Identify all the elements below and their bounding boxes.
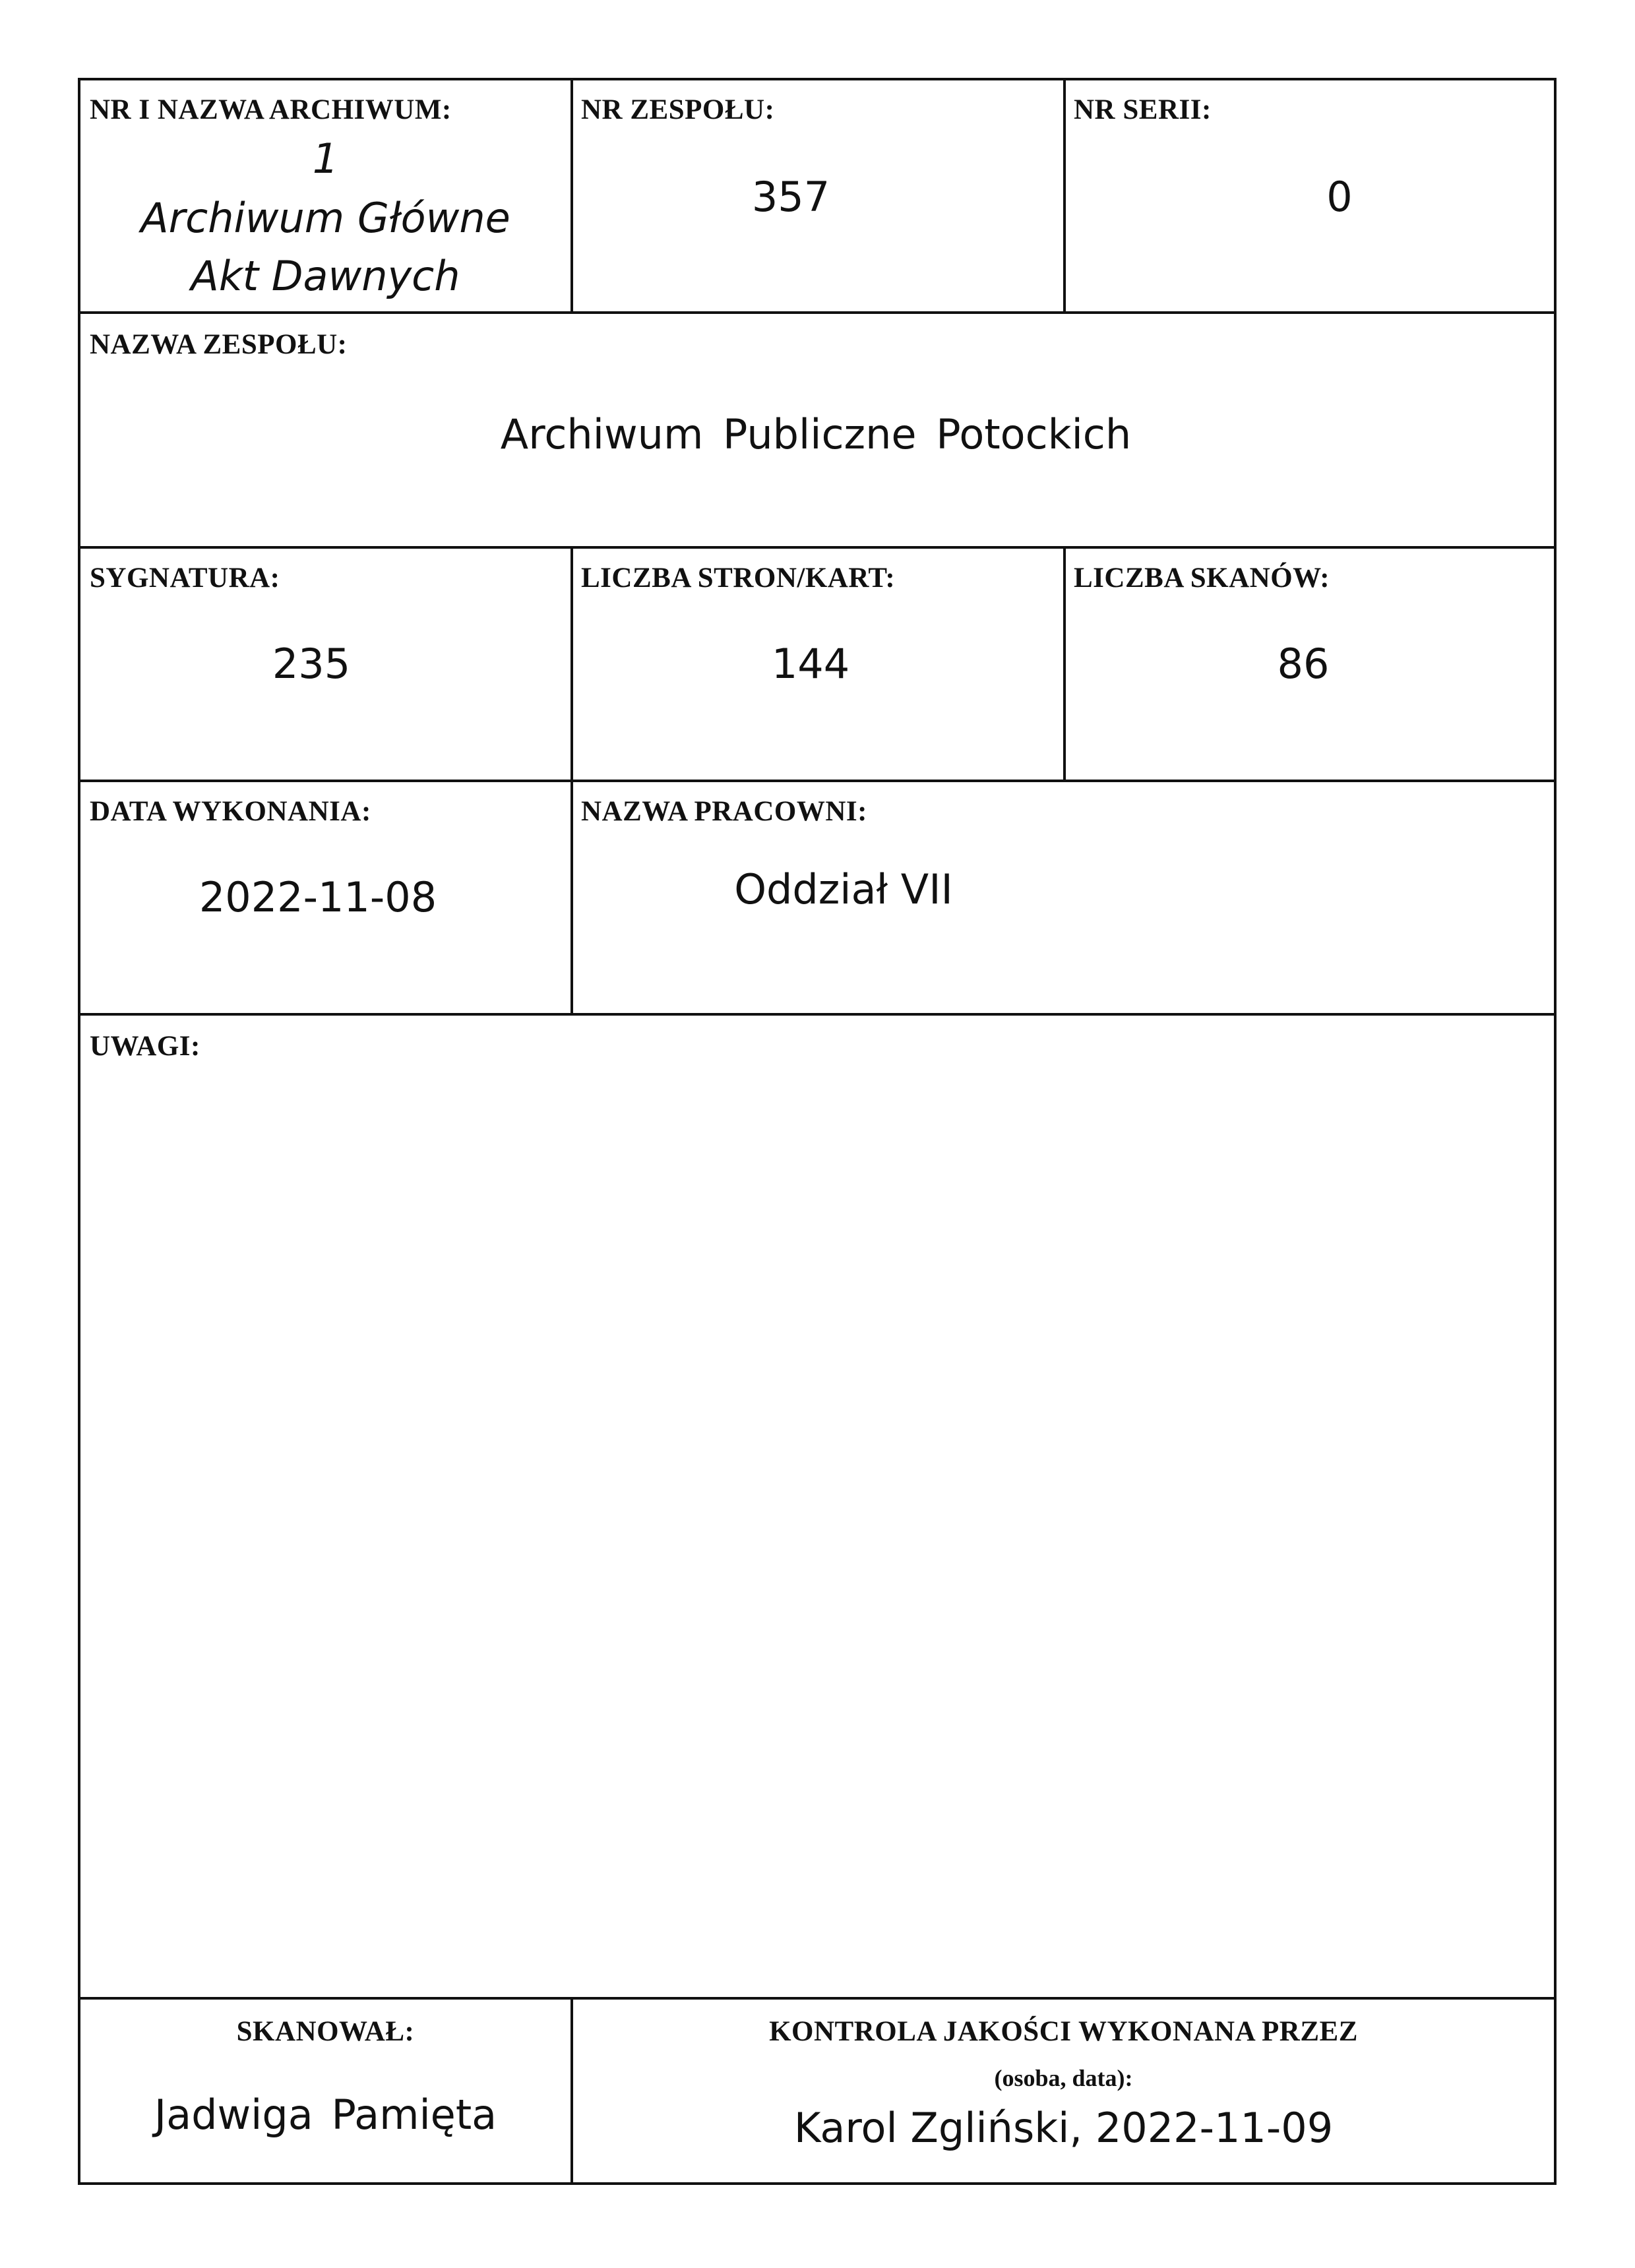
workshop-label: NAZWA PRACOWNI: (581, 796, 867, 827)
scans-label: LICZBA SKANÓW: (1074, 563, 1330, 594)
fonds-name-label: NAZWA ZESPOŁU: (90, 329, 348, 360)
pages-value: 144 (771, 640, 850, 688)
scan-metadata-form (78, 78, 1557, 2185)
fonds-name-cell (80, 314, 1554, 546)
pages-label: LICZBA STRON/KART: (581, 563, 896, 594)
series-number-label: NR SERII: (1074, 94, 1212, 125)
quality-control-label: KONTROLA JAKOŚCI WYKONANA PRZEZ (769, 2016, 1358, 2047)
quality-control-sublabel: (osoba, data): (994, 2065, 1133, 2091)
workshop-cell (573, 782, 1554, 1013)
quality-control-value: Karol Zgliński, 2022-11-09 (793, 2104, 1334, 2152)
scanned-by-label: SKANOWAŁ: (236, 2016, 415, 2047)
pages-cell (573, 549, 1063, 780)
signature-cell (80, 549, 571, 780)
signature-value: 235 (272, 640, 351, 688)
fonds-number-label: NR ZESPOŁU: (581, 94, 775, 125)
workshop-value: Oddział VII (734, 865, 953, 913)
fonds-name-value: Archiwum Publiczne Potockich (500, 410, 1132, 458)
archive-number: 1 (312, 135, 339, 183)
scans-cell (1066, 549, 1554, 780)
remarks-label: UWAGI: (90, 1031, 201, 1062)
fonds-number-value: 357 (751, 173, 830, 221)
series-number-cell (1066, 80, 1554, 311)
date-made-cell (80, 782, 571, 1013)
date-made-label: DATA WYKONANIA: (90, 796, 371, 827)
quality-control-cell (573, 2000, 1554, 2185)
scans-value: 86 (1277, 640, 1330, 688)
fonds-number-cell (573, 80, 1063, 311)
archive-name-line1: Archiwum Główne (140, 194, 510, 242)
remarks-cell (80, 1016, 1554, 1997)
archive-label: NR I NAZWA ARCHIWUM: (90, 94, 452, 125)
scanned-by-cell (80, 2000, 571, 2185)
series-number-value: 0 (1326, 173, 1353, 221)
date-made-value: 2022-11-08 (199, 873, 437, 921)
signature-label: SYGNATURA: (90, 563, 280, 594)
scanned-by-value: Jadwiga Pamięta (154, 2091, 497, 2139)
archive-cell (80, 80, 571, 311)
archive-name-line2: Akt Dawnych (191, 252, 460, 300)
